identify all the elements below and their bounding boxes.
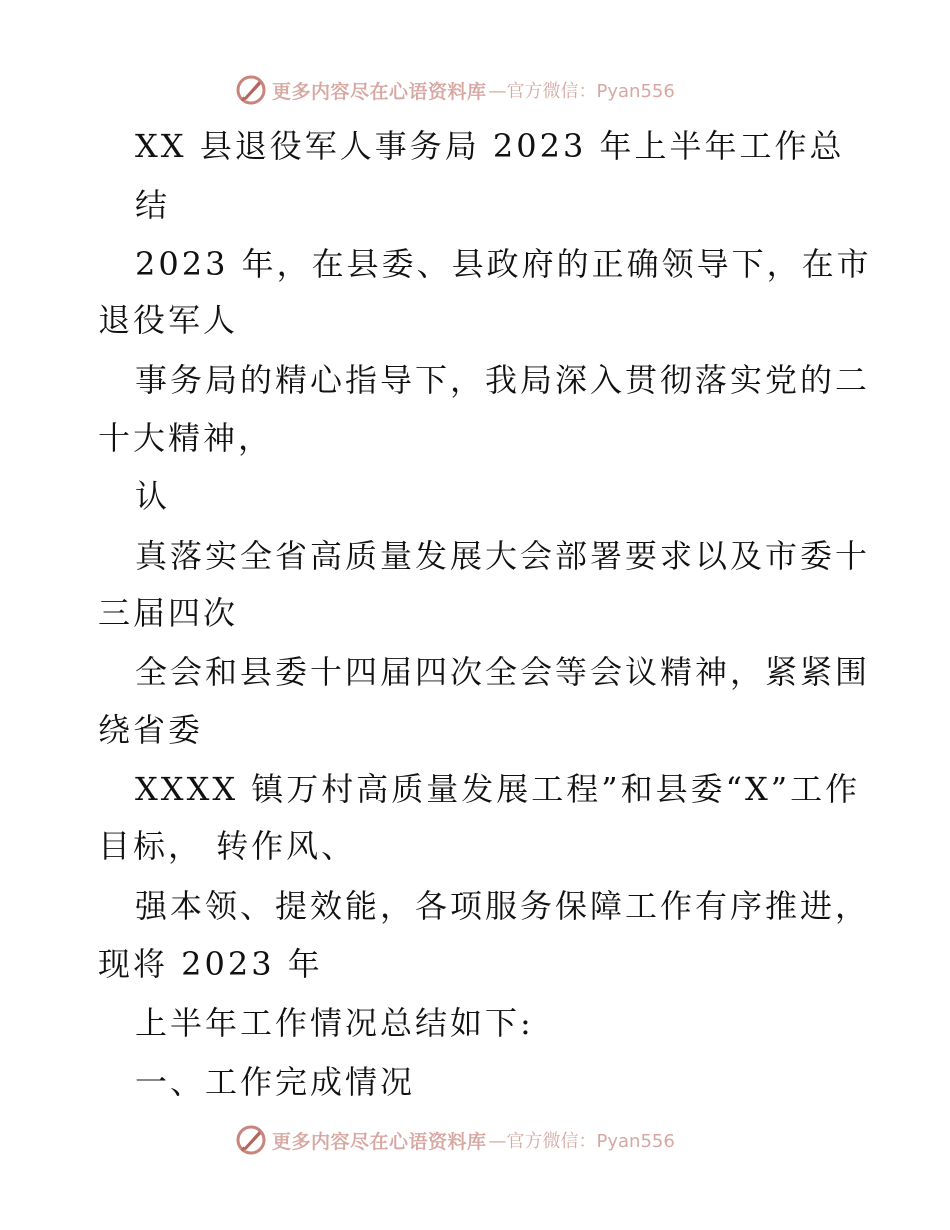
paragraph-line: 三届四次: [98, 594, 239, 632]
paragraph-line: 认: [135, 477, 171, 515]
paragraph-line: 上半年工作情况总结如下:: [135, 1004, 534, 1042]
watermark-contact: —官方微信：Pyan556: [488, 1131, 675, 1152]
paragraph-line: 绕省委: [98, 711, 204, 749]
paragraph-line: 事务局的精心指导下，我局深入贯彻落实党的二: [135, 361, 871, 399]
paragraph-line: 现将 2023 年: [98, 945, 323, 983]
watermark-text: 更多内容尽在心语资料库: [272, 80, 487, 103]
watermark-text: 更多内容尽在心语资料库: [272, 1130, 487, 1153]
watermark-contact: —官方微信：Pyan556: [488, 81, 675, 102]
paragraph-line: 真落实全省高质量发展大会部署要求以及市委十: [135, 537, 871, 575]
paragraph-line: 2023 年，在县委、县政府的正确领导下，在市: [135, 245, 872, 283]
header-watermark: [234, 72, 675, 108]
quill-pen-circle-icon: [234, 1123, 268, 1157]
paragraph-line: 目标， 转作风、: [98, 827, 357, 865]
document-title-line-2: 结: [135, 186, 171, 224]
paragraph-line: 强本领、提效能，各项服务保障工作有序推进，: [135, 887, 871, 925]
quill-pen-circle-icon: [234, 73, 268, 107]
paragraph-line: 退役军人: [98, 301, 239, 339]
section-heading: 一、工作完成情况: [135, 1063, 416, 1101]
footer-watermark: [234, 1122, 675, 1158]
paragraph-line: XXXX 镇万村高质量发展工程”和县委“X”工作: [135, 770, 861, 808]
paragraph-line: 十大精神，: [98, 419, 274, 457]
paragraph-line: 全会和县委十四届四次全会等会议精神，紧紧围: [135, 653, 871, 691]
document-title-line-1: XX 县退役军人事务局 2023 年上半年工作总: [135, 127, 845, 165]
